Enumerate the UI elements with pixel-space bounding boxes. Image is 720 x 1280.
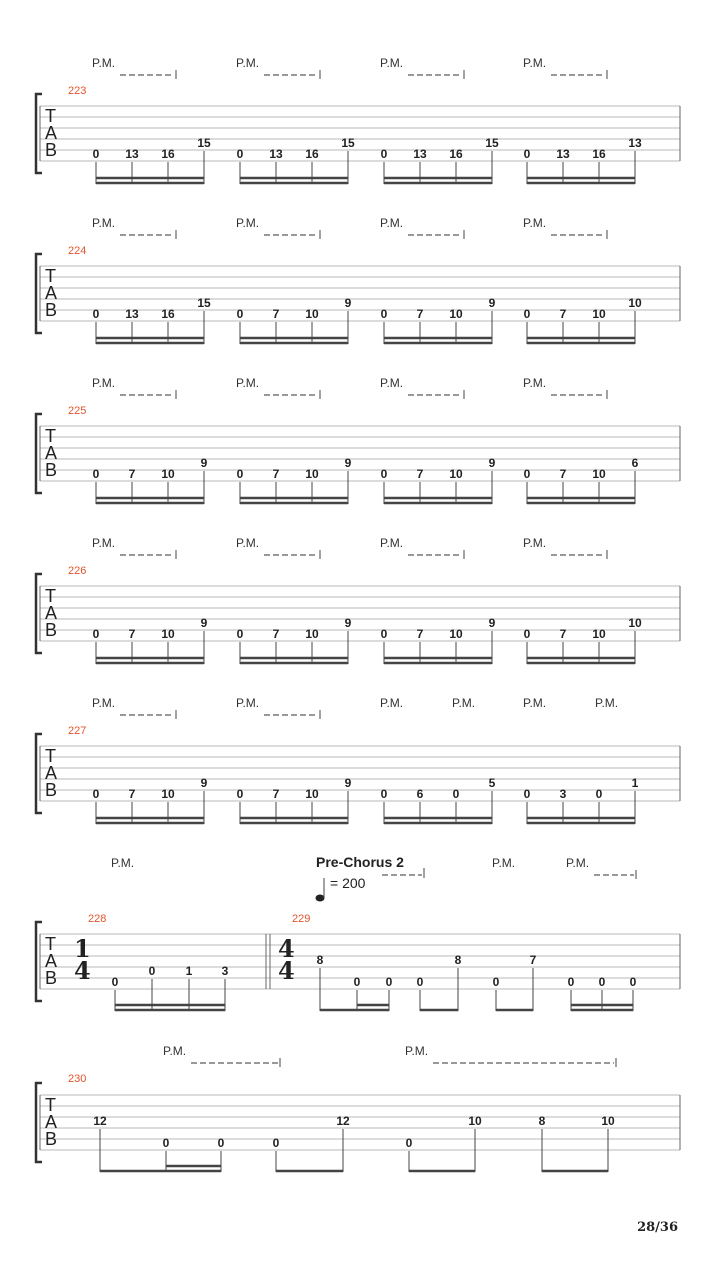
fret-number: 0 xyxy=(380,467,388,481)
tab-staff xyxy=(36,734,680,813)
tab-staff xyxy=(36,1083,680,1162)
fret-number: 10 xyxy=(305,467,319,481)
fret-number: 9 xyxy=(488,296,496,310)
fret-number: 1 xyxy=(185,964,193,978)
measure-number: 223 xyxy=(68,85,87,97)
fret-number: 0 xyxy=(380,627,388,641)
tab-letter: A xyxy=(45,443,58,463)
fret-number: 7 xyxy=(559,307,567,321)
palm-mute-label: P.M. xyxy=(595,696,619,710)
page-number: 28/36 xyxy=(637,1220,678,1235)
fret-number: 0 xyxy=(598,975,606,989)
fret-number: 10 xyxy=(449,627,463,641)
fret-number: 0 xyxy=(236,627,244,641)
measure-number: 227 xyxy=(68,725,87,737)
tab-letter: B xyxy=(45,460,58,480)
fret-number: 0 xyxy=(416,975,424,989)
fret-number: 12 xyxy=(336,1114,350,1128)
fret-number: 7 xyxy=(272,627,280,641)
palm-mute-label: P.M. xyxy=(523,696,547,710)
tab-letter: A xyxy=(45,951,58,971)
fret-number: 13 xyxy=(556,147,570,161)
fret-number: 13 xyxy=(125,147,139,161)
tab-staff xyxy=(36,922,680,1001)
palm-mute-label: P.M. xyxy=(380,216,404,230)
fret-number: 0 xyxy=(236,147,244,161)
tab-letter: A xyxy=(45,283,58,303)
fret-number: 0 xyxy=(236,307,244,321)
measure-number: 225 xyxy=(68,405,87,417)
tab-letter: B xyxy=(45,620,58,640)
fret-number: 0 xyxy=(272,1136,280,1150)
palm-mute-label: P.M. xyxy=(405,1044,429,1058)
palm-mute-label: P.M. xyxy=(492,856,516,870)
fret-number: 0 xyxy=(385,975,393,989)
palm-mute-label: P.M. xyxy=(92,696,116,710)
fret-number: 15 xyxy=(197,296,211,310)
tab-letter: A xyxy=(45,1112,58,1132)
fret-number: 3 xyxy=(559,787,567,801)
fret-number: 10 xyxy=(592,307,606,321)
palm-mute-label: P.M. xyxy=(236,56,260,70)
tab-system xyxy=(0,210,720,370)
fret-number: 0 xyxy=(523,627,531,641)
palm-mute-label: P.M. xyxy=(236,696,260,710)
fret-number: 0 xyxy=(405,1136,413,1150)
fret-number: 15 xyxy=(197,136,211,150)
tab-system xyxy=(0,530,720,690)
fret-number: 9 xyxy=(344,776,352,790)
fret-number: 0 xyxy=(380,147,388,161)
fret-number: 7 xyxy=(416,627,424,641)
palm-mute-label: P.M. xyxy=(566,856,590,870)
fret-number: 7 xyxy=(559,627,567,641)
tab-letter: A xyxy=(45,603,58,623)
fret-number: 0 xyxy=(92,787,100,801)
palm-mute-label: P.M. xyxy=(380,376,404,390)
fret-number: 9 xyxy=(488,456,496,470)
fret-number: 9 xyxy=(200,776,208,790)
fret-number: 10 xyxy=(305,787,319,801)
palm-mute-label: P.M. xyxy=(523,536,547,550)
fret-number: 0 xyxy=(523,787,531,801)
fret-number: 10 xyxy=(601,1114,615,1128)
palm-mute-label: P.M. xyxy=(523,216,547,230)
tab-letter: T xyxy=(45,934,56,954)
fret-number: 15 xyxy=(341,136,355,150)
fret-number: 8 xyxy=(538,1114,546,1128)
fret-number: 16 xyxy=(449,147,463,161)
fret-number: 7 xyxy=(128,627,136,641)
measure-number: 224 xyxy=(68,245,87,257)
fret-number: 9 xyxy=(344,616,352,630)
fret-number: 7 xyxy=(559,467,567,481)
fret-number: 16 xyxy=(305,147,319,161)
palm-mute-label: P.M. xyxy=(380,536,404,550)
tempo-marking: = 200 xyxy=(330,875,366,891)
time-signature-bottom: 4 xyxy=(74,956,91,985)
fret-number: 3 xyxy=(221,964,229,978)
fret-number: 0 xyxy=(452,787,460,801)
fret-number: 13 xyxy=(413,147,427,161)
palm-mute-label: P.M. xyxy=(523,376,547,390)
palm-mute-label: P.M. xyxy=(163,1044,187,1058)
tab-letter: B xyxy=(45,140,58,160)
palm-mute-label: P.M. xyxy=(92,56,116,70)
fret-number: 0 xyxy=(380,787,388,801)
fret-number: 0 xyxy=(523,307,531,321)
fret-number: 9 xyxy=(344,296,352,310)
fret-number: 9 xyxy=(200,456,208,470)
fret-number: 16 xyxy=(161,147,175,161)
fret-number: 0 xyxy=(236,787,244,801)
fret-number: 0 xyxy=(217,1136,225,1150)
fret-number: 0 xyxy=(92,147,100,161)
measure-number: 229 xyxy=(292,913,311,925)
fret-number: 10 xyxy=(592,627,606,641)
fret-number: 7 xyxy=(416,467,424,481)
tab-system xyxy=(0,1030,720,1190)
fret-number: 6 xyxy=(416,787,424,801)
section-marker: Pre-Chorus 2 xyxy=(316,854,404,870)
fret-number: 0 xyxy=(629,975,637,989)
tab-letter: T xyxy=(45,1095,56,1115)
fret-number: 10 xyxy=(161,627,175,641)
palm-mute-label: P.M. xyxy=(236,216,260,230)
tab-letter: B xyxy=(45,1129,58,1149)
fret-number: 0 xyxy=(523,147,531,161)
fret-number: 10 xyxy=(468,1114,482,1128)
tab-letter: T xyxy=(45,586,56,606)
fret-number: 0 xyxy=(353,975,361,989)
fret-number: 16 xyxy=(161,307,175,321)
palm-mute-label: P.M. xyxy=(236,376,260,390)
fret-number: 7 xyxy=(272,307,280,321)
fret-number: 0 xyxy=(162,1136,170,1150)
tab-letter: A xyxy=(45,123,58,143)
time-signature-top: 1 xyxy=(74,934,91,963)
tab-letter: B xyxy=(45,968,58,988)
fret-number: 10 xyxy=(161,467,175,481)
tab-staff xyxy=(36,414,680,493)
fret-number: 12 xyxy=(93,1114,107,1128)
fret-number: 0 xyxy=(236,467,244,481)
tab-letter: B xyxy=(45,780,58,800)
tab-letter: T xyxy=(45,426,56,446)
tab-letter: T xyxy=(45,746,56,766)
palm-mute-label: P.M. xyxy=(92,216,116,230)
tab-staff xyxy=(36,574,680,653)
fret-number: 0 xyxy=(92,627,100,641)
fret-number: 7 xyxy=(128,787,136,801)
palm-mute-label: P.M. xyxy=(452,696,476,710)
time-signature-bottom: 4 xyxy=(278,956,295,985)
fret-number: 10 xyxy=(449,467,463,481)
tab-letter: T xyxy=(45,106,56,126)
fret-number: 9 xyxy=(200,616,208,630)
fret-number: 0 xyxy=(111,975,119,989)
quarter-note-icon xyxy=(316,895,325,902)
fret-number: 13 xyxy=(628,136,642,150)
tab-staff xyxy=(36,94,680,173)
fret-number: 0 xyxy=(380,307,388,321)
tab-letter: T xyxy=(45,266,56,286)
measure-number: 230 xyxy=(68,1073,87,1085)
fret-number: 10 xyxy=(592,467,606,481)
fret-number: 1 xyxy=(631,776,639,790)
fret-number: 10 xyxy=(305,307,319,321)
palm-mute-label: P.M. xyxy=(380,56,404,70)
fret-number: 0 xyxy=(595,787,603,801)
fret-number: 13 xyxy=(269,147,283,161)
fret-number: 6 xyxy=(631,456,639,470)
palm-mute-label: P.M. xyxy=(236,536,260,550)
fret-number: 13 xyxy=(125,307,139,321)
fret-number: 16 xyxy=(592,147,606,161)
tab-system xyxy=(0,690,720,850)
tab-letter: B xyxy=(45,300,58,320)
time-signature-top: 4 xyxy=(278,934,295,963)
fret-number: 0 xyxy=(148,964,156,978)
fret-number: 7 xyxy=(272,467,280,481)
fret-number: 7 xyxy=(416,307,424,321)
fret-number: 8 xyxy=(454,953,462,967)
tab-system xyxy=(0,370,720,530)
palm-mute-label: P.M. xyxy=(523,56,547,70)
fret-number: 7 xyxy=(128,467,136,481)
tab-staff xyxy=(36,254,680,333)
palm-mute-label: P.M. xyxy=(111,856,135,870)
fret-number: 0 xyxy=(92,307,100,321)
palm-mute-label: P.M. xyxy=(92,376,116,390)
fret-number: 10 xyxy=(628,616,642,630)
measure-number: 226 xyxy=(68,565,87,577)
fret-number: 8 xyxy=(316,953,324,967)
fret-number: 9 xyxy=(488,616,496,630)
fret-number: 10 xyxy=(628,296,642,310)
palm-mute-label: P.M. xyxy=(92,536,116,550)
fret-number: 15 xyxy=(485,136,499,150)
fret-number: 0 xyxy=(523,467,531,481)
fret-number: 9 xyxy=(344,456,352,470)
tab-letter: A xyxy=(45,763,58,783)
fret-number: 0 xyxy=(567,975,575,989)
fret-number: 10 xyxy=(305,627,319,641)
fret-number: 10 xyxy=(449,307,463,321)
fret-number: 0 xyxy=(492,975,500,989)
palm-mute-label: P.M. xyxy=(380,696,404,710)
tab-system xyxy=(0,50,720,210)
tab-system xyxy=(0,850,720,1020)
fret-number: 7 xyxy=(529,953,537,967)
fret-number: 7 xyxy=(272,787,280,801)
fret-number: 10 xyxy=(161,787,175,801)
measure-number: 228 xyxy=(88,913,107,925)
fret-number: 0 xyxy=(92,467,100,481)
fret-number: 5 xyxy=(488,776,496,790)
